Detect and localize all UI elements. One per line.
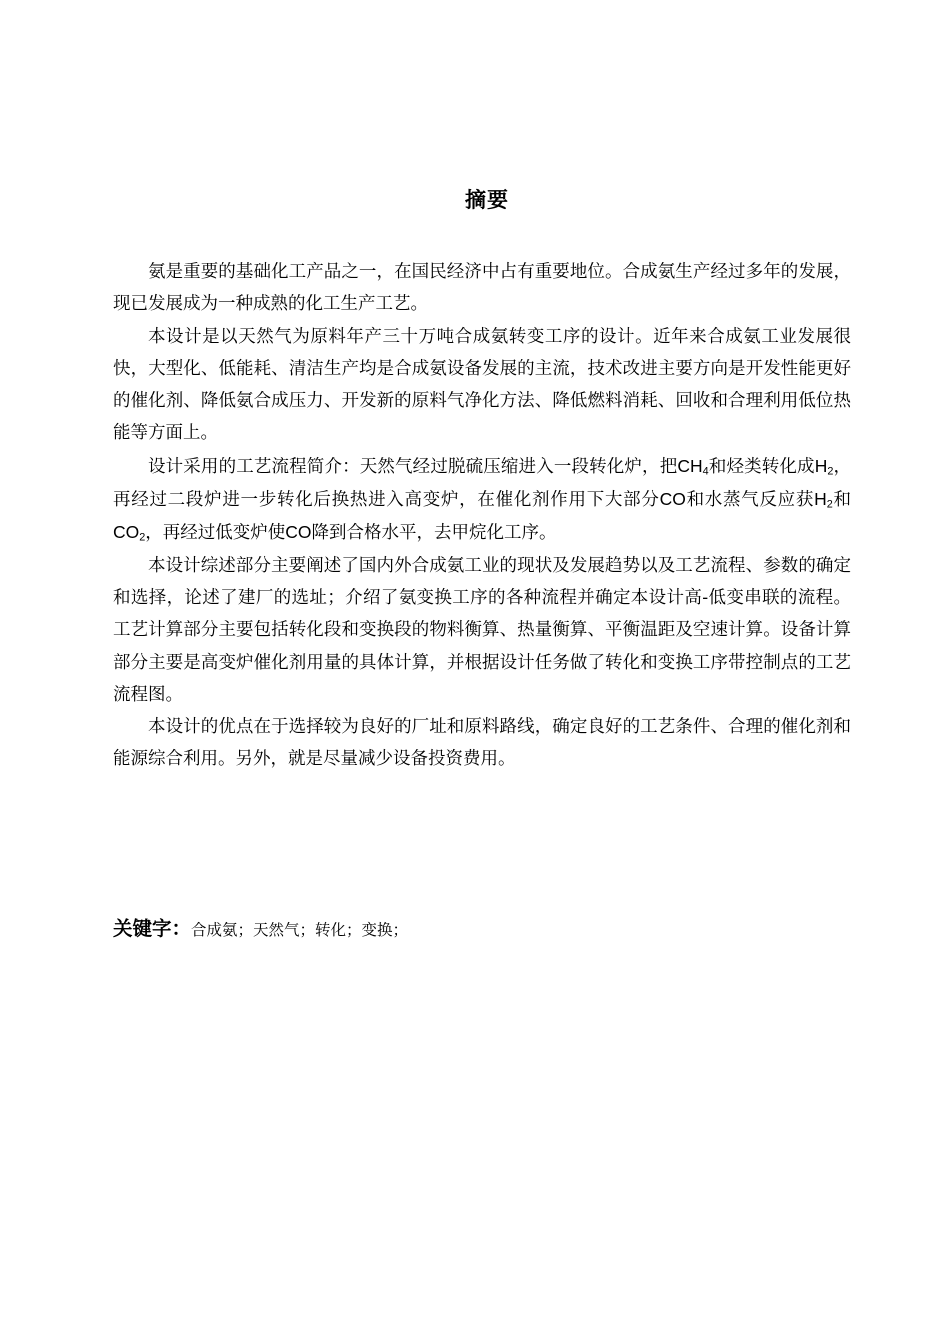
text-segment: ，再经过低变炉使 xyxy=(145,523,286,544)
abstract-paragraph-3 xyxy=(113,450,851,550)
formula-subscript: 2 xyxy=(826,498,833,511)
abstract-paragraph-4: 本设计综述部分主要阐述了国内外合成氨工业的现状及发展趋势以及工艺流程、参数的确定和选择，论述了建厂的选址；介绍了氨变换工序的各种流程并确定本设计高-低变串联的流程。工艺计算部分主要包括转化段和变换段的物料衡算、热量衡算、平衡温距及空速计算。设备计算部分主要是高变炉催化剂用量的具体计算，并根据设计任务做了转化和变换工序带控制点的工艺流程图。 xyxy=(113,555,851,705)
text-segment: 和水蒸气反应获 xyxy=(685,490,815,511)
text-segment: 和 xyxy=(832,490,852,511)
formula-text: H xyxy=(814,489,827,510)
formula-text: CO xyxy=(113,522,140,543)
formula-text: H xyxy=(814,455,828,476)
abstract-paragraph-1: 氨是重要的基础化工产品之一，在国民经济中占有重要地位。合成氨生产经过多年的发展，现已发展成为一种成熟的化工生产工艺。 xyxy=(113,262,851,315)
chemical-formula-h2 xyxy=(814,489,833,509)
keywords-label: 关键字： xyxy=(113,917,192,940)
text-segment: 设计采用的工艺流程简介：天然气经过脱硫压缩进入一段转化炉，把 xyxy=(148,456,678,477)
formula-subscript: 2 xyxy=(827,465,834,478)
formula-subscript: 4 xyxy=(702,465,709,478)
abstract-paragraph-5: 本设计的优点在于选择较为良好的厂址和原料路线，确定良好的工艺条件、合理的催化剂和能源综合利用。另外，就是尽量减少设备投资费用。 xyxy=(113,717,851,770)
text-segment: ，再经过二段炉进一步转化后换热进入高变炉，在催化剂作用下大部分 xyxy=(113,456,852,511)
chemical-formula-co2 xyxy=(113,522,146,545)
abstract-paragraph-2: 本设计是以天然气为原料年产三十万吨合成氨转变工序的设计。近年来合成氨工业发展很快，大型化、低能耗、清洁生产均是合成氨设备发展的主流，技术改进主要方向是开发性能更好的催化剂、降低氨合成压力、开发新的原料气净化方法、降低燃料消耗、回收和合理利用低位热能等方面上。 xyxy=(113,326,851,444)
formula-text: CH xyxy=(677,455,703,476)
abstract-body xyxy=(113,256,851,776)
keywords-value: 合成氨；天然气；转化；变换； xyxy=(191,921,409,939)
formula-subscript: 2 xyxy=(139,532,146,545)
text-segment: 降到合格水平，去甲烷化工序。 xyxy=(311,523,557,544)
keywords-line xyxy=(113,914,851,945)
chemical-formula-co: CO xyxy=(659,489,686,510)
chemical-formula-ch4 xyxy=(677,456,708,476)
text-segment: 和烃类转化成 xyxy=(708,456,815,477)
chemical-formula-co: CO xyxy=(285,522,312,543)
page-title: 摘要 xyxy=(465,188,509,212)
chemical-formula-h2 xyxy=(815,456,834,476)
